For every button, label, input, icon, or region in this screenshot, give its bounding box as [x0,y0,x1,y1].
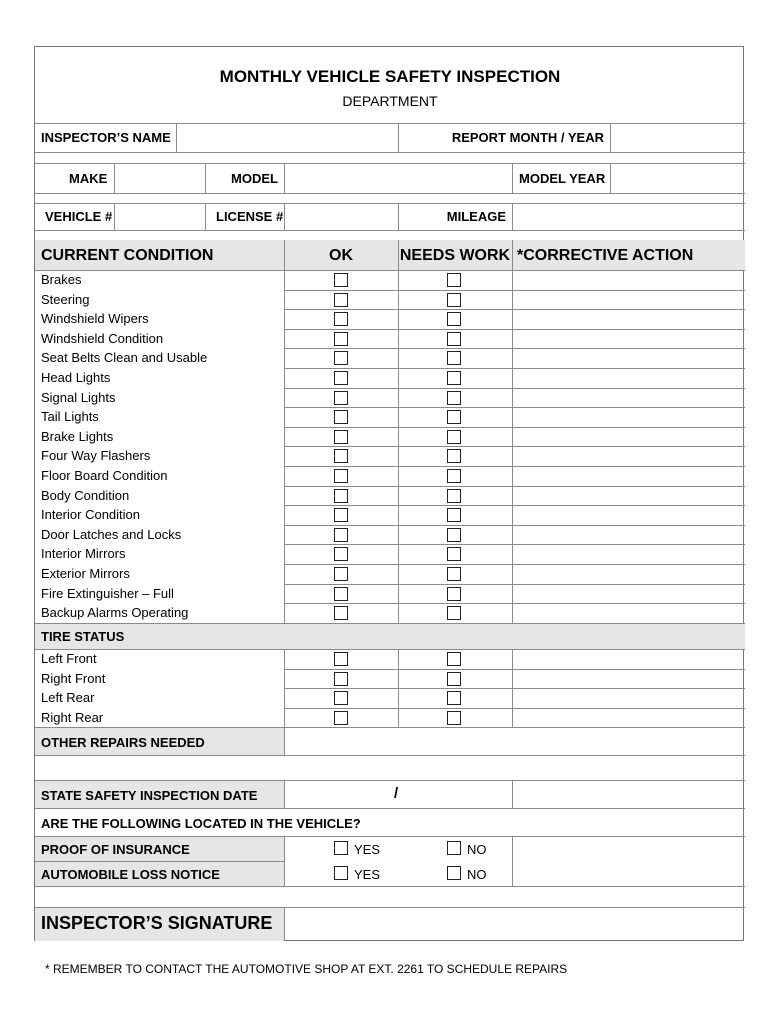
needs-work-checkbox[interactable] [447,273,461,287]
license-number-field[interactable] [285,204,398,230]
row-divider [284,708,745,709]
ok-checkbox[interactable] [334,449,348,463]
tire-ok-checkbox[interactable] [334,652,348,666]
inspector-name-field[interactable] [177,124,398,152]
ok-checkbox[interactable] [334,489,348,503]
column-divider [398,649,399,727]
row-divider [284,525,745,526]
row-divider [284,348,745,349]
tire-corrective-field[interactable] [513,649,744,669]
condition-item-label: Door Latches and Locks [41,526,182,542]
ok-checkbox[interactable] [334,332,348,346]
row-divider [284,368,745,369]
ok-checkbox[interactable] [334,547,348,561]
row-divider [284,309,745,310]
inspector-name-label: INSPECTOR’S NAME [41,130,171,145]
row-divider [284,486,745,487]
corrective-action-field[interactable] [513,407,744,427]
ok-header: OK [329,247,353,264]
ok-checkbox[interactable] [334,351,348,365]
model-year-label: MODEL YEAR [519,171,606,186]
condition-item-label: Brakes [41,272,82,287]
column-divider [512,649,513,727]
yes-label: YES [354,867,381,882]
condition-item-label: Fire Extinguisher – Full [41,585,174,601]
row-divider [284,466,745,467]
condition-item-label: Backup Alarms Operating [41,605,189,621]
make-label: MAKE [69,171,108,186]
tire-needs-work-checkbox[interactable] [447,711,461,725]
model-year-field[interactable] [611,164,744,193]
needs-work-checkbox[interactable] [447,567,461,581]
condition-item-label: Interior Mirrors [41,546,126,562]
other-repairs-field[interactable] [285,728,744,755]
row-divider [284,505,745,506]
row-divider [284,407,745,408]
tire-needs-work-checkbox[interactable] [447,691,461,705]
needs-work-checkbox[interactable] [447,371,461,385]
corrective-action-field[interactable] [513,544,744,564]
state-inspection-date-field[interactable] [285,781,512,808]
yes-label: YES [354,842,381,857]
tire-corrective-field[interactable] [513,708,744,728]
condition-item-label: Four Way Flashers [41,448,151,464]
needs-work-checkbox[interactable] [447,587,461,601]
located-question: ARE THE FOLLOWING LOCATED IN THE VEHICLE? [41,816,361,831]
no-label: NO [467,867,487,882]
condition-item-label: Floor Board Condition [41,468,168,483]
vehicle-number-label: VEHICLE # [45,209,113,224]
form-title: MONTHLY VEHICLE SAFETY INSPECTION [219,67,561,86]
column-divider [284,240,285,623]
needs-work-checkbox[interactable] [447,410,461,424]
tire-status-heading: TIRE STATUS [41,629,125,644]
tire-ok-checkbox[interactable] [334,711,348,725]
needs-work-checkbox[interactable] [447,351,461,365]
needs-work-checkbox[interactable] [447,489,461,503]
corrective-action-header: *CORRECTIVE ACTION [517,247,694,264]
corrective-action-field[interactable] [513,486,744,506]
ok-checkbox[interactable] [334,430,348,444]
condition-item-label: Windshield Condition [41,330,164,346]
needs-work-checkbox[interactable] [447,293,461,307]
ok-checkbox[interactable] [334,293,348,307]
needs-work-checkbox[interactable] [447,332,461,346]
corrective-action-field[interactable] [513,270,744,290]
condition-item-label: Head Lights [41,370,111,385]
tire-item-label: Left Rear [41,690,95,705]
mileage-label: MILEAGE [446,209,506,224]
ok-checkbox[interactable] [334,587,348,601]
corrective-action-field[interactable] [513,290,744,310]
needs-work-checkbox[interactable] [447,547,461,561]
row-divider [284,290,745,291]
ok-checkbox[interactable] [334,606,348,620]
tire-needs-work-checkbox[interactable] [447,652,461,666]
ok-checkbox[interactable] [334,391,348,405]
needs-work-checkbox[interactable] [447,430,461,444]
corrective-action-field[interactable] [513,505,744,525]
corrective-action-field[interactable] [513,525,744,545]
row-divider [284,388,745,389]
corrective-action-field[interactable] [513,446,744,466]
signature-label: INSPECTOR’S SIGNATURE [41,913,273,933]
row-divider [284,688,745,689]
corrective-action-field[interactable] [513,584,744,604]
located-item-label: AUTOMOBILE LOSS NOTICE [41,867,220,882]
row-divider [35,861,284,862]
tire-item-label: Right Front [41,670,106,686]
condition-item-label: Exterior Mirrors [41,566,130,581]
tire-ok-checkbox[interactable] [334,672,348,686]
needs-work-checkbox[interactable] [447,469,461,483]
located-item-label: PROOF OF INSURANCE [41,842,190,857]
footer-note: * REMEMBER TO CONTACT THE AUTOMOTIVE SHOP AT EXT. 2261 TO SCHEDULE REPAIRS [45,962,568,976]
current-condition-header: CURRENT CONDITION [41,247,214,264]
row-divider [284,446,745,447]
mileage-field[interactable] [513,204,744,230]
condition-item-label: Windshield Wipers [41,311,149,327]
row-divider [284,584,745,585]
needs-work-checkbox[interactable] [447,449,461,463]
corrective-action-field[interactable] [513,466,744,486]
state-inspection-extra-field[interactable] [513,781,744,808]
needs-work-checkbox[interactable] [447,508,461,522]
make-field[interactable] [115,164,205,193]
condition-item-label: Tail Lights [41,409,99,425]
ok-checkbox[interactable] [334,273,348,287]
needs-work-checkbox[interactable] [447,391,461,405]
yes-checkbox[interactable] [334,841,348,855]
row-divider [284,603,745,604]
condition-item-label: Body Condition [41,487,130,503]
tire-needs-work-checkbox[interactable] [447,672,461,686]
needs-work-checkbox[interactable] [447,312,461,326]
signature-field[interactable] [285,908,744,941]
row-divider [284,564,745,565]
row-divider [284,669,745,670]
license-number-label: LICENSE # [216,209,284,224]
corrective-action-field[interactable] [513,368,744,388]
ok-checkbox[interactable] [334,567,348,581]
date-separator: / [394,785,399,802]
condition-item-label: Signal Lights [41,389,116,405]
report-month-year-label: REPORT MONTH / YEAR [451,130,604,145]
tire-status-row [35,623,745,649]
inspection-form [34,46,744,941]
ok-checkbox[interactable] [334,371,348,385]
tire-corrective-field[interactable] [513,669,744,689]
corrective-action-field[interactable] [513,309,744,329]
tire-corrective-field[interactable] [513,688,744,708]
row-divider [284,427,745,428]
corrective-action-field[interactable] [513,388,744,408]
tire-ok-checkbox[interactable] [334,691,348,705]
column-divider [284,836,285,886]
form-subtitle: DEPARTMENT [342,93,438,109]
model-field[interactable] [285,164,512,193]
tire-item-label: Right Rear [41,709,104,725]
row-divider [284,329,745,330]
column-divider [512,240,513,623]
corrective-action-field[interactable] [513,603,744,623]
corrective-action-field[interactable] [513,427,744,447]
ok-checkbox[interactable] [334,312,348,326]
other-repairs-label: OTHER REPAIRS NEEDED [41,735,205,750]
no-checkbox[interactable] [447,866,461,880]
state-inspection-label: STATE SAFETY INSPECTION DATE [41,788,258,803]
yes-checkbox[interactable] [334,866,348,880]
row-divider [284,544,745,545]
report-month-year-field[interactable] [611,124,744,152]
condition-item-label: Steering [41,291,90,307]
needs-work-checkbox[interactable] [447,606,461,620]
column-divider [398,240,399,623]
corrective-action-field[interactable] [513,564,744,584]
vehicle-number-field[interactable] [115,204,205,230]
ok-checkbox[interactable] [334,528,348,542]
ok-checkbox[interactable] [334,410,348,424]
needs-work-checkbox[interactable] [447,528,461,542]
corrective-action-field[interactable] [513,329,744,349]
column-divider [284,649,285,727]
no-checkbox[interactable] [447,841,461,855]
no-label: NO [467,842,487,857]
tire-item-label: Left Front [41,651,97,666]
condition-item-label: Interior Condition [41,507,140,523]
ok-checkbox[interactable] [334,508,348,522]
needs-work-header: NEEDS WORK [399,247,511,264]
column-divider [512,836,513,886]
condition-item-label: Seat Belts Clean and Usable [41,350,208,366]
condition-item-label: Brake Lights [41,428,114,444]
corrective-action-field[interactable] [513,348,744,368]
ok-checkbox[interactable] [334,469,348,483]
model-label: MODEL [231,171,278,186]
